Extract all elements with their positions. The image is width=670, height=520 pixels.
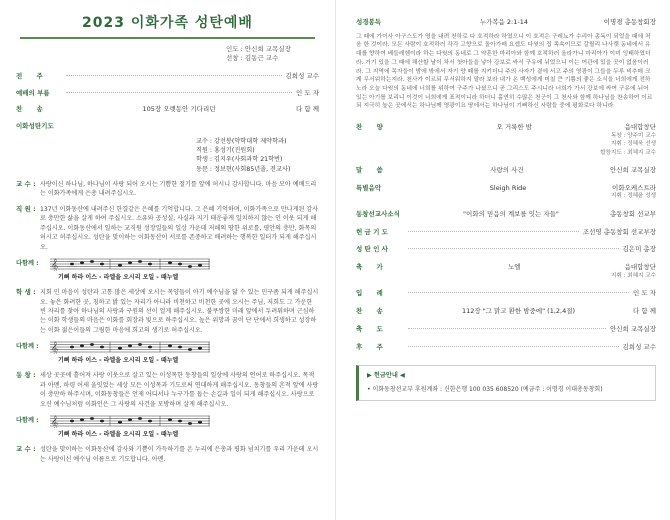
prayer-leader: 동문 : 정보현(사회85년졸, 전교사)	[196, 165, 291, 173]
offering-notice-title: ▶ 헌금안내 ◀	[367, 372, 405, 380]
scripture-text: 그 때에 가이사 아구스도가 영을 내려 천하로 다 호적하라 하였으니 이 호적은 구레뇨가 수리아 총독이 되었을 때에 처음 한 것이라. 모든 사람이 호적하러 각각 고향으로 돌아가매 요셉도 다윗의 집 족속이므로 갈릴리 나사렛 동네에서 유대를 향하여 베들레헴이라 하는 다윗의 동네로 그 약혼한 마리아와 함께 호적하러 올라가니 마리아가 이미 잉태하였더라. 거기 있을 그 때에 해산할 날이 차서 첫아들을 낳아 강보로 싸서 구유에 뉘었으니 이는 여관에 있을 곳이 없음이러라. 그 지역에 목자들이 밤에 밖에서 자기 양 떼를 지키더니 주의 사자가 곁에 서고 주의 영광이 그들을 두루 비추매 크게 무서워하는지라. 천사가 이르되 무서워하지 말라 보라 내가 온 백성에게 미칠 큰 기쁨의 좋은 소식을 너희에게 전하노라 오늘 다윗의 동네에 너희를 위하여 구주가 나셨으니 곧 그리스도 주시니라 너희가 가서 강보에 싸여 구유에 뉘어 있는 아기를 보리니 이것이 너희에게 표적이니라 하더니 홀연히 수많은 천군이 그 천사와 함께 하나님을 찬송하여 이르되 지극히 높은 곳에서는 하나님께 영광이요 땅에서는 하나님이 기뻐하신 사람들 중에 평화로다 하니라	[356, 33, 653, 110]
prayer-text: 사랑이신 하나님, 하나님이 사랑 되어 오시는 기쁨한 절기를 앞에 허시니 감사합니다. 마음 모아 예배드리는 이화가족에게 은총 내려주십시오.	[40, 180, 317, 198]
svg-text:𝄞: 𝄞	[51, 258, 59, 272]
program-credits	[356, 192, 656, 200]
program-christmas-prayer	[16, 122, 319, 131]
leader-dots	[408, 231, 579, 232]
title-divider	[20, 37, 315, 39]
response-lyrics: 기뻐 하라 이스 - 라엘을 오시리 오일 - 때누엘	[58, 431, 179, 439]
leader-dots	[66, 92, 292, 93]
response-label: 다함께 :	[16, 343, 39, 351]
program-label: 특별음악	[356, 183, 382, 192]
leader-dots	[408, 292, 629, 293]
leader-dots	[408, 346, 619, 347]
prayer-leader: 학생 : 김지우(사회과학 21학번)	[196, 156, 283, 164]
program-label: 성경봉독	[356, 18, 382, 26]
officiant-block	[16, 45, 319, 64]
offering-account-line: • 이화동창선교부 후원계좌 : 신한은행 100 035 608520 (예금주 : 이명경 이대총동창회)	[367, 385, 603, 393]
prayer-leader: 교수 : 강선봉(약학대학 제약학과)	[196, 137, 287, 145]
program-performer: 총동창회 선교부	[609, 209, 656, 218]
program-closing-hymn	[356, 307, 656, 316]
program-performer: 김희성 교수	[622, 342, 656, 351]
sung-response	[16, 414, 319, 428]
program-label: 성 탄 인 사	[356, 245, 388, 254]
program-performer: 안신희 교목실장	[609, 165, 656, 174]
music-staff-icon	[50, 414, 210, 428]
program-label: 입 례	[356, 289, 389, 298]
program-title: 112장 "그 맑고 환한 밤중에" (1,2,4절)	[461, 307, 576, 316]
program-label: 전 주	[16, 71, 49, 80]
program-special-music	[356, 184, 656, 193]
prayer-leader-line: 선창 : 김동근 교수	[226, 54, 279, 63]
prayer-staff	[16, 205, 319, 252]
program-label: 찬 송	[16, 105, 49, 114]
program-performer: 이화오케스트라	[612, 183, 656, 192]
program-performer: 인 도 자	[296, 88, 319, 97]
program-label: 말 씀	[356, 165, 389, 174]
music-staff-icon	[50, 340, 210, 354]
program-performer: 안신희 교목실장	[609, 324, 656, 333]
prayer-label: 교 수 :	[16, 179, 36, 188]
svg-text:𝄞: 𝄞	[51, 415, 59, 429]
prayer-alumni	[16, 371, 319, 409]
program-performer: 김희성 교수	[285, 71, 319, 80]
credit-line: 독창 : 양주미 교수	[610, 132, 656, 139]
program-performer: 다 함 께	[633, 307, 656, 316]
prayer-faculty	[16, 180, 319, 199]
scripture-reference: 누가복음 2:1-14	[479, 18, 528, 26]
svg-text:𝄞: 𝄞	[51, 341, 59, 355]
program-title: Sleigh Ride	[489, 183, 527, 192]
response-lyrics: 기뻐 하라 이스 - 라엘을 오시리 오일 - 때누엘	[58, 274, 179, 282]
prayer-student	[16, 288, 319, 335]
prayer-label: 학 생 :	[16, 288, 36, 297]
leader-dots	[408, 248, 619, 249]
program-anthem	[356, 123, 656, 132]
program-title: "이화의 믿음의 계보를 잇는 자들"	[463, 209, 559, 218]
prayer-label: 교 수 :	[16, 445, 36, 454]
program-title: 노엘	[508, 263, 521, 272]
prayer-text: 137년 이화동산에 내려주신 한결같은 은혜를 기억합니다. 그 은혜 기억하며, 이화가족으로 만나게된 감사로 충만한 삶을 살게 하여 주십시오. 소유와 공성실, 사실과 지기 태운좋게 일치하지 않는 인 이웃 되게 해주십시오. 이화동산에서 일하는 교직원 성장일들의 일상 가운데 저해의 땅한 위로를, 평안의 충만, 화목의 허시고 허주십시오. 성탄을 맞이하는 이화동산이 서로를 존중하고 배려하는 행복한 일터가 되게 해주십시오.	[40, 205, 319, 251]
prayer-leaders	[16, 137, 319, 174]
program-performer: 음대합창단	[624, 263, 656, 272]
program-scripture	[356, 18, 656, 27]
program-greeting	[356, 245, 656, 254]
response-label: 다함께 :	[16, 259, 39, 267]
program-performer: 음대합창단	[624, 122, 656, 131]
prayer-closing	[16, 445, 319, 464]
program-sermon	[356, 166, 656, 175]
program-label: 찬 양	[356, 122, 389, 131]
sung-response	[16, 257, 319, 271]
prayer-label: 동 창 :	[16, 371, 36, 380]
program-title: 사랑의 사건	[490, 165, 524, 174]
program-performer: 이명경 총동창회장	[603, 18, 656, 26]
credit-line: 지휘 : 정혜윤 성생	[610, 193, 656, 200]
program-label: 찬 송	[356, 307, 389, 316]
sung-response	[16, 340, 319, 354]
right-page	[335, 0, 670, 520]
credit-line: 지휘 : 정혜욱 선생	[610, 141, 656, 148]
program-title: 105장 오랫동안 기다리던	[142, 105, 216, 114]
program-choral	[356, 263, 656, 272]
page-title: 2023 이화가족 성탄예배	[82, 15, 253, 31]
prayer-label: 직 원 :	[16, 204, 36, 213]
program-call-to-worship	[16, 89, 319, 98]
program-entrance	[356, 289, 656, 298]
program-offering-prayer	[356, 228, 656, 237]
program-performer: 다 함 께	[296, 105, 319, 114]
program-hymn	[16, 105, 319, 114]
music-staff-icon	[50, 257, 210, 271]
program-label: 후 주	[356, 342, 389, 351]
prayer-leader: 직원 : 홍성기(진원회)	[196, 147, 255, 155]
leader-dots	[408, 328, 606, 329]
program-credits	[356, 272, 656, 280]
leader-dots	[66, 75, 282, 76]
program-credits	[356, 132, 656, 157]
program-benediction	[356, 325, 656, 334]
offering-notice	[356, 365, 656, 400]
program-label: 헌 금 기 도	[356, 227, 388, 236]
program-performer: 김은미 총장	[622, 245, 656, 254]
program-performer: 인 도 자	[633, 289, 656, 298]
response-label: 다함께 :	[16, 416, 39, 424]
presider-line: 인도 : 안신희 교목실장	[226, 44, 291, 53]
prayer-text: 성탄을 맞이하는 이화동산에 감사와 기쁨이 가득하기를 온 누리에 은총과 평화 넘치기를 우리 가운데 오시는 사랑이신 예수님 이름으로 기도합니다. 아멘.	[40, 446, 319, 463]
credit-line: 합창지도 : 최혜지 교수	[600, 149, 656, 156]
program-postlude	[356, 343, 656, 352]
program-prelude	[16, 72, 319, 81]
prayer-text: 세상 곳곳에 흩어져 사랑 이웃으로 살고 있는 이성목한 동창들의 일상에 사랑의 언어로 하주십시오. 목적과 아멘, 하령 어새 울잇었는 세상 모든 이성목과 기도로써 연대하게 해주십시오. 동창들의 흔적 앞에 사랑이 충만하 하주시며, 이화동창들은 언제 어디서나 누구가를 돕는 손길과 일이 되게 해주십시오. 사랑으로 오신 예수님처럼 이화인은 그 사랑의 사건을 모방하며 살게 해주십시오.	[40, 372, 319, 408]
response-lyrics: 기뻐 하라 이스 - 라엘을 오시리 오일 - 때누엘	[58, 357, 179, 365]
prayer-text: 지회 민 마음이 성탄과 고통 많은 세상에 오시는 목양들이 아기 예수님을 닮 수 있는 민구좀 되게 해주십시오. 놓은 화려한 곳, 칭하고 밝 있는 자리가 아니라 비천하고 비천한 곳에 오시는 주님, 저희도 그 가운한 빈 자리를 찾아 하나님의 사랑과 구원의 선이 얼게 해주십시오. 불쿠쌍한 미래 앞에서 두려워하며 근심하는 이화 학생들의 마음은 이화를 회장과 빛으로 하주십시오. 높은 위망과 꿈이 단 단에서 희생하고 성장하는 이화 젊은이들의 그림한 마음에 희고의 생기로 허주십시오.	[40, 289, 319, 334]
credit-line: 지휘 : 최혜지 교수	[610, 272, 656, 279]
program-title: 오 거룩한 밤	[496, 122, 533, 131]
program-label: 예배의 부름	[16, 88, 50, 97]
program-label: 축 가	[356, 263, 389, 272]
program-label: 동창선교사소식	[356, 209, 400, 218]
program-label: 축 도	[356, 324, 389, 333]
program-performer: 조선영 총동창회 선교부장	[582, 227, 656, 236]
program-label: 이화성탄기도	[16, 122, 54, 131]
program-mission-news	[356, 210, 656, 219]
